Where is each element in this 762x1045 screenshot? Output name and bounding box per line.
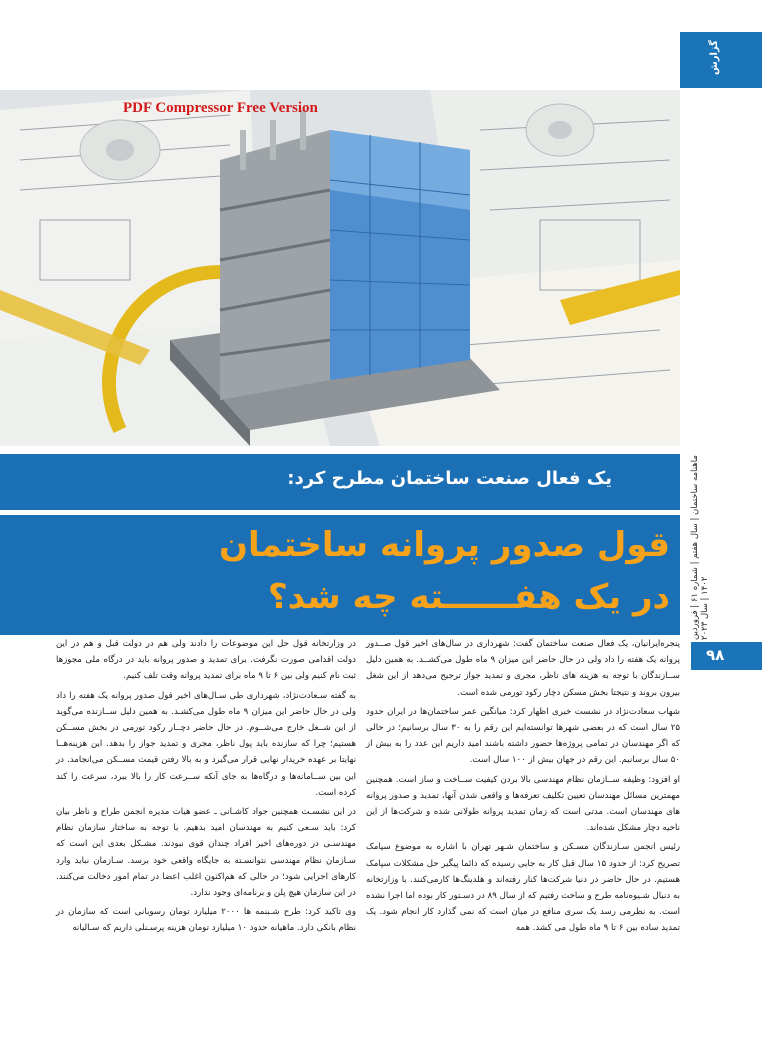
paragraph: در این نشسـت همچنین جواد کاشـانی ـ عضو هیات مدیره انجمن طراح و ناظر بیان کرد: باید سـعی کنیم به مهندسان امید بدهیم. با توجه به ساختار سازمان نظام مهندسـی در دوره‌های اخیر افراد چندان قوی نبودند. مشـکل بعدی این است که سـازمان نظام مهندسی نتوانسـته به جایگاه واقعی خود برسد. سـازمان نباید وارد کارهای اجرایی شود؛ در حالی که هم‌اکنون اغلب اعضا در تمام امور دخالت می‌کنند. در این سازمان هیچ پلن و برنامه‌ای وجود ندارد.: [56, 807, 356, 899]
body-column-right: [366, 636, 680, 940]
page-number: ۹۸: [706, 646, 725, 664]
body-column-left: [56, 636, 356, 940]
headline-line-1: قول صدور پروانه ساختمان: [218, 525, 670, 565]
paragraph: شهاب سعادت‌نژاد در نشست خبری اظهار کرد: میانگین عمر ساختمان‌ها در ایران حدود ۲۵ سال است که در بعضی شهرها توانسته‌ایم این رقم را به ۳۰ سال برسانیم؛ در حالی که اگر مهندسان در تمامی پروژه‌ها حضور داشته باشند امید داریم این عدد را به بیش از ۵۰ سال برسانیم. این رقم در جهان بیش از ۱۰۰ سال است.: [366, 706, 680, 766]
paragraph: رئیس انجمن سـازندگان مسـکن و ساختمان شـهر تهران با اشاره به موضوع سپامک تصریح کرد: از حدود ۱۵ سال قبل کار به جایی رسیده که دائما پیگیر حل مشکلات سپامک هستیم. در حال حاضر در دنیا شرکت‌ها کنار رفته‌اند و هلدینگ‌ها کارمی‌کنند. با وزارتخانه به دنبال شـیوه‌نامه طرح و ساخت رفتیم که از سال ۸۹ در دسـتور کار بوده اما اجرا نشده است. به نظرمی رسد یک سری منافع در میان است که نمی گذارد کار انجام شود. یک تمدید ساده بین ۶ تا ۹ ماه طول می کشد. همه: [366, 842, 681, 934]
magazine-info-strip: ماهنامه ساختمان | سال هفتم | شماره ۶۱ | فروردین ۱۴۰۲ | سال ۲۰۲۳: [690, 455, 710, 640]
section-tab: [680, 32, 762, 88]
kicker: یک فعال صنعت ساختمان مطرح کرد:: [287, 468, 612, 489]
headline-line-2: در یک هفــــــته چه شد؟: [267, 577, 670, 617]
paragraph: به گفته سـعادت‌نژاد، شهرداری طی سـال‌های اخیر قول صدور پروانه یک هفته را داد ولی در حال حاضر این میزان ۹ ماه طول می‌کشـد. به همین دلیل ســازنده می‌گوید از این شــغل خارج می‌شــوم. در حال حاضر دچــار رکود تورمی در بخش مســکن هستیم؛ چرا که سازنده باید پول ناظر، مجری و تمدید جواز را بدهد. این هزینه‌هــا نهایتا بر عهده خریدار نهایی قرار می‌گیرد و به بالا رفتن قیمت مســکن می‌انجامد. در این بین ســامانه‌ها و درگاه‌ها به جای آنکه ســرعت کار را بالا ببرد، سرعت را کند کرده است.: [56, 690, 356, 798]
section-label: گزارش: [709, 40, 720, 76]
hero-image: [0, 90, 680, 446]
page-number-box: [691, 642, 762, 670]
building-illustration: [0, 90, 680, 446]
watermark: PDF Compressor Free Version: [123, 100, 318, 116]
paragraph: او افزود: وظیفه ســازمان نظام مهندسی بالا بردن کیفیت ســاخت و ساز است. همچنین مهمترین مسائل مهندسان تعیین تکلیف تعرفه‌ها و واقعی شدن آنها، تمدید و صدور پروانه های مهندسان است. مدتی است که زمان تمدید پروانه طولانی شده و شرکت‌ها از این ناحیه دچار مشکل شده‌اند.: [366, 774, 680, 834]
paragraph: در وزارتخانه قول حل این موضوعات را دادند ولی هم در دولت قبل و هم در این دولت اقدامی صورت نگرفت. برای تمدید و صدور پروانه باید در درگاه ملی مجوزها ثبت نام کنیم ولی بین ۶ تا ۹ ماه برای تمدید پروانه وقت تلف کنیم.: [56, 639, 356, 682]
paragraph: پنجره‌ایرانیان، یک فعال صنعت ساختمان گفت: شهرداری در سال‌های اخیر قول صــدور پروانه یک هفته را داد ولی در حال حاضر این میزان ۹ ماه طول می‌کشــد. به همین دلیل ســازندگان با توجه به هزینه های ناظر، مجری و تمدید جواز ترجیح می‌دهد از این شغل بیرون بروند و نتیجتا بخش مسکن دچار رکود تورمی شده است.: [366, 639, 680, 698]
paragraph: وی تاکید کرد: طرح شـبنمه ها ۲۰۰۰ میلیارد تومان رسوبانی است که سازمان در نظام بانکی دارد. ماهیانه حدود ۱۰ میلیارد تومان هزینه پرسـنلی داریم که سـالیانه: [56, 907, 356, 934]
